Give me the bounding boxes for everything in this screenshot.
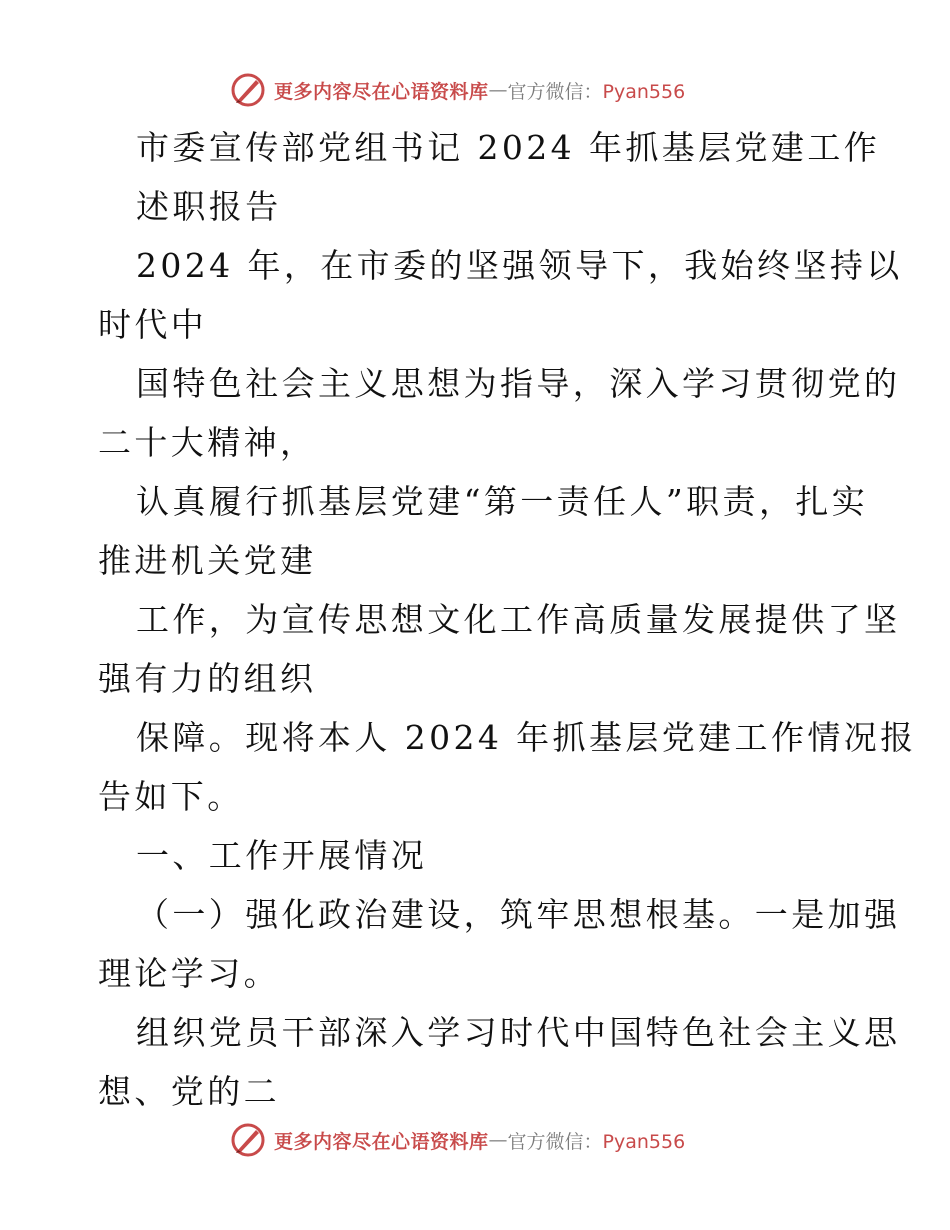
text-line: 市委宣传部党组书记 2024 年抓基层党建工作 (136, 128, 881, 167)
text-line: 理论学习。 (98, 954, 280, 993)
text-line: 推进机关党建 (98, 541, 317, 580)
banner-separator: — (488, 79, 508, 101)
text-line: 认真履行抓基层党建“第一责任人”职责，扎实 (136, 482, 869, 521)
banner-official-label: 官方微信： (507, 1130, 603, 1153)
banner-title: 更多内容尽在心语资料库 (274, 1130, 489, 1153)
banner-wechat-id: Pyan556 (602, 1130, 686, 1153)
text-line: 想、党的二 (98, 1072, 280, 1111)
banner-wechat-id: Pyan556 (602, 80, 686, 103)
banner-separator: — (488, 1129, 508, 1151)
quill-logo-icon (230, 1122, 266, 1158)
banner-contact (508, 77, 686, 104)
text-line: （一）强化政治建设，筑牢思想根基。一是加强 (136, 895, 901, 934)
text-line: 二十大精神， (98, 423, 317, 462)
text-line: 告如下。 (98, 777, 244, 816)
text-line: 一、工作开展情况 (136, 836, 428, 875)
text-line: 国特色社会主义思想为指导，深入学习贯彻党的 (136, 364, 901, 403)
text-line: 保障。现将本人 2024 年抓基层党建工作情况报 (136, 718, 917, 757)
text-line: 强有力的组织 (98, 659, 317, 698)
header-watermark-banner (230, 72, 710, 108)
banner-official-label: 官方微信： (507, 80, 603, 103)
quill-logo-icon (230, 72, 266, 108)
text-line: 组织党员干部深入学习时代中国特色社会主义思 (136, 1013, 901, 1052)
document-body (98, 118, 917, 1121)
banner-contact (508, 1127, 686, 1154)
text-line: 工作，为宣传思想文化工作高质量发展提供了坚 (136, 600, 901, 639)
text-line: 2024 年，在市委的坚强领导下，我始终坚持以 (136, 246, 903, 285)
footer-watermark-banner (230, 1122, 710, 1158)
text-line: 述职报告 (136, 187, 282, 226)
text-line: 时代中 (98, 305, 208, 344)
banner-title: 更多内容尽在心语资料库 (274, 80, 489, 103)
